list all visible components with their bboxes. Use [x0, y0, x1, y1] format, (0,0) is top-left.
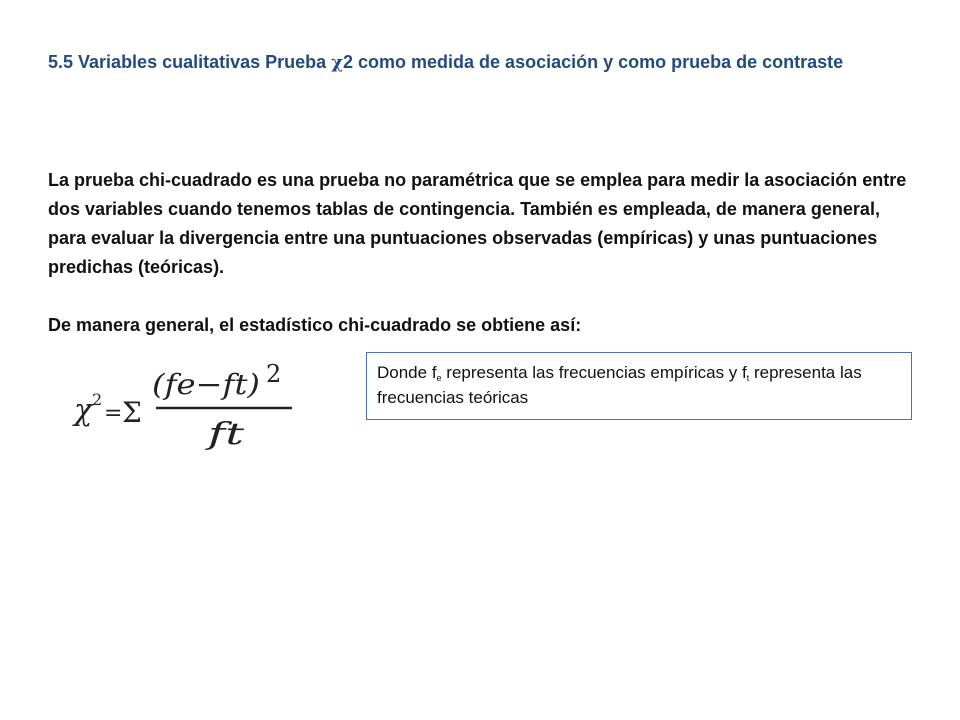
title-text-start: 5.5 Variables cualitativas Prueba [48, 52, 332, 72]
note-text-end: representa las frecuencias teóricas [377, 363, 862, 407]
formula-chi: χ [74, 393, 93, 428]
slide-title [48, 49, 908, 76]
formula-sum: Σ [122, 396, 142, 429]
formula-denominator: ft [204, 417, 246, 452]
chi-symbol: χ [331, 52, 344, 73]
formula-equals: = [104, 401, 123, 426]
definition-note-box [366, 352, 912, 420]
formula-numerator: (fe−ft) [152, 368, 260, 401]
note-text-start: Donde f [377, 363, 437, 382]
paragraph-formula-intro: De manera general, el estadístico chi-cuadrado se obtiene así: [48, 315, 582, 335]
note-subscript-t: t [746, 373, 750, 383]
body-text [48, 166, 908, 340]
chi-square-formula [70, 352, 310, 462]
note-text-middle: representa las frecuencias empíricas y f [441, 363, 747, 382]
paragraph-chi-square-description: La prueba chi-cuadrado es una prueba no paramétrica que se emplea para medir la asociación entre dos variables cuando tenemos tablas de contingencia. También es empleada, de manera general, para evaluar la divergencia entre una puntuaciones observadas (empíricas) y unas puntuaciones predichas (teóricas). [48, 170, 907, 277]
formula-numerator-exponent: 2 [266, 360, 282, 388]
note-subscript-e: e [436, 373, 442, 383]
formula-chi-exponent: 2 [92, 390, 103, 409]
title-text-end: 2 como medida de asociación y como prueba de contraste [343, 52, 844, 72]
